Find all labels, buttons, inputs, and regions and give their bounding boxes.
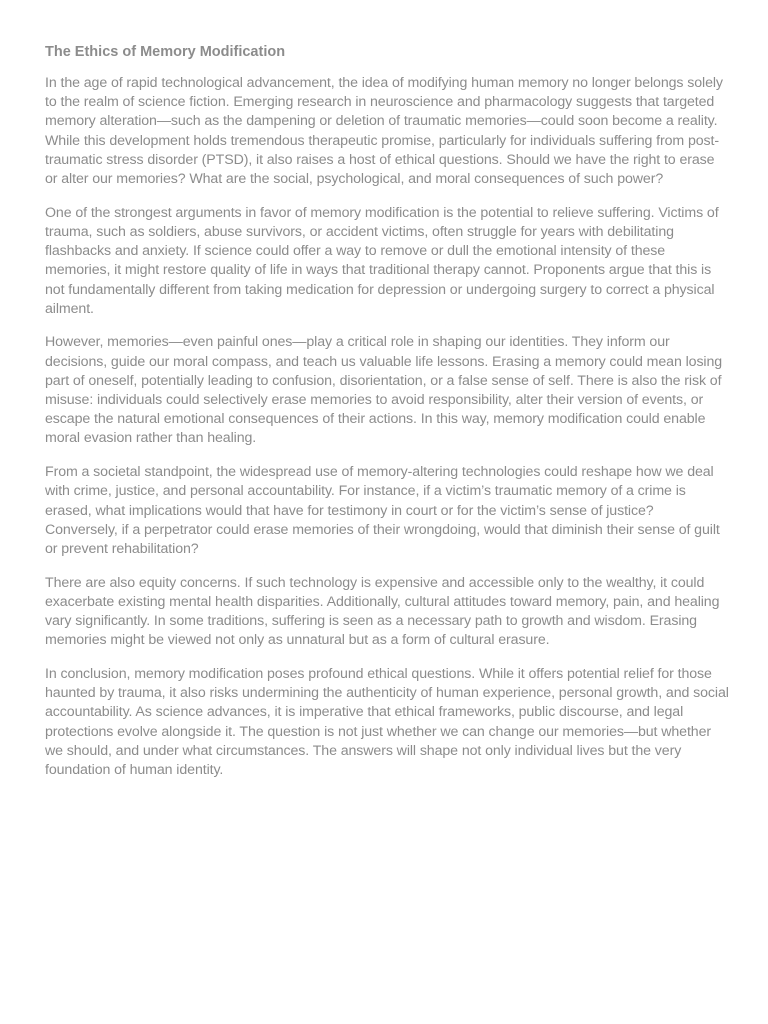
document-body bbox=[45, 42, 729, 795]
paragraph-1: In the age of rapid technological advancement, the idea of modifying human memory no longer belongs solely to the realm of science fiction. Emerging research in neuroscience and pharmacology suggests that targeted memory alteration—such as the dampening or deletion of traumatic memories—could soon become a reality. While this development holds tremendous therapeutic promise, particularly for individuals suffering from post-traumatic stress disorder (PTSD), it also raises a host of ethical questions. Should we have the right to erase or alter our memories? What are the social, psychological, and moral consequences of such power? bbox=[45, 75, 723, 188]
paragraph-2: One of the strongest arguments in favor of memory modification is the potential to relieve suffering. Victims of trauma, such as soldiers, abuse survivors, or accident victims, often struggle for years with debilitating flashbacks and anxiety. If science could offer a way to remove or dull the emotional intensity of these memories, it might restore quality of life in ways that traditional therapy cannot. Proponents argue that this is not fundamentally different from taking medication for depression or undergoing surgery to correct a physical ailment. bbox=[45, 204, 719, 317]
paragraph-5: There are also equity concerns. If such technology is expensive and accessible only to the wealthy, it could exacerbate existing mental health disparities. Additionally, cultural attitudes toward memory, pain, and healing vary significantly. In some traditions, suffering is seen as a necessary path to growth and wisdom. Erasing memories might be viewed not only as unnatural but as a form of cultural erasure. bbox=[45, 574, 720, 649]
document-title: The Ethics of Memory Modification bbox=[45, 44, 286, 60]
paragraph-4: From a societal standpoint, the widespread use of memory-altering technologies could reshape how we deal with crime, justice, and personal accountability. For instance, if a victim’s traumatic memory of a crime is erased, what implications would that have for testimony in court or for the victim’s sense of justice? Conversely, if a perpetrator could erase memories of their wrongdoing, would that diminish their sense of guilt or prevent rehabilitation? bbox=[45, 464, 720, 557]
paragraph-6: In conclusion, memory modification poses profound ethical questions. While it offers potential relief for those haunted by trauma, it also risks undermining the authenticity of human experience, personal growth, and social accountability. As science advances, it is imperative that ethical frameworks, public discourse, and legal protections evolve alongside it. The question is not just whether we can change our memories—but whether we should, and under what circumstances. The answers will shape not only individual lives but the very foundation of human identity. bbox=[45, 665, 729, 778]
paragraph-3: However, memories—even painful ones—play a critical role in shaping our identities. They inform our decisions, guide our moral compass, and teach us valuable life lessons. Erasing a memory could mean losing part of oneself, potentially leading to confusion, disorientation, or a false sense of self. There is also the risk of misuse: individuals could selectively erase memories to avoid responsibility, alter their version of events, or escape the natural emotional consequences of their actions. In this way, memory modification could enable moral evasion rather than healing. bbox=[45, 334, 723, 447]
